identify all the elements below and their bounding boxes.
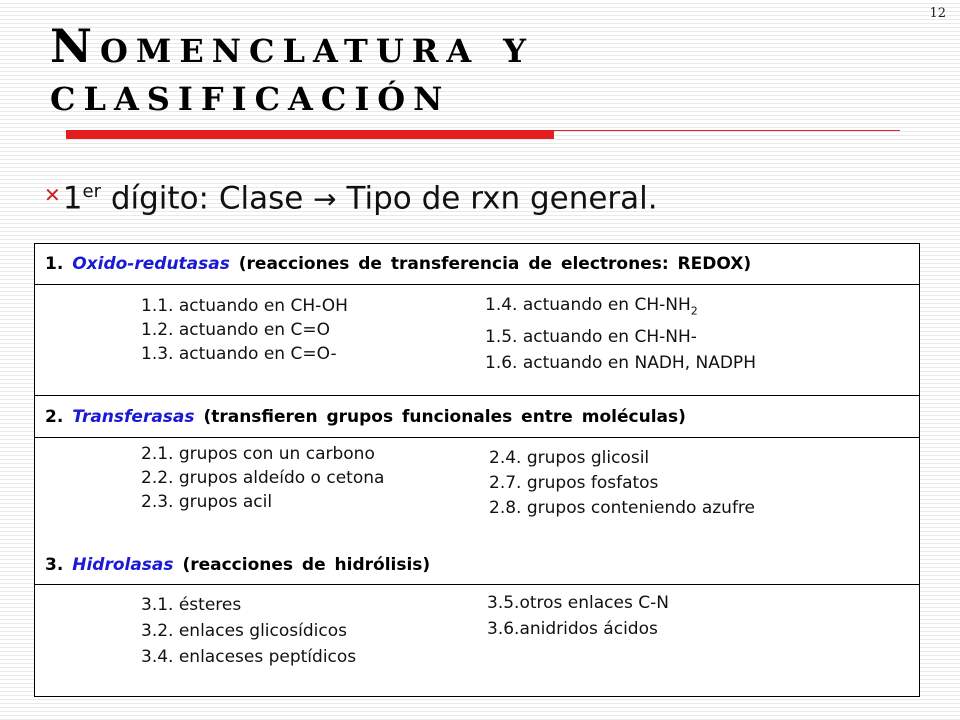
section-2-right-list: [483, 446, 761, 521]
list-item: 3.1. ésteres: [141, 595, 242, 615]
section-1-left-list: [135, 294, 354, 366]
section-3-left-list: [135, 592, 362, 670]
x-bullet-icon: ✕: [44, 183, 61, 208]
list-item: 3.5.otros enlaces C-N: [487, 593, 669, 613]
section-1-right-list: [479, 292, 762, 376]
subscript: 2: [690, 304, 698, 318]
enzyme-classification-table: [34, 243, 920, 697]
section-number: 2.: [45, 407, 64, 427]
slide-title: [50, 19, 910, 121]
section-description: (reacciones de hidrólisis): [182, 555, 431, 575]
section-header-oxidoreductases: [35, 244, 919, 285]
list-item: 3.2. enlaces glicosídicos: [141, 621, 347, 641]
section-divider: [35, 395, 919, 396]
title-line-1: Nomenclatura y: [50, 19, 535, 73]
enzyme-class-name: Oxido-redutasas: [72, 254, 230, 274]
list-item: 2.3. grupos acil: [141, 492, 273, 512]
bullet-digit: 1: [62, 180, 83, 217]
section-header-hydrolases: [35, 546, 919, 585]
list-item: 1.1. actuando en CH-OH: [141, 296, 348, 316]
bullet-superscript: er: [82, 181, 101, 202]
enzyme-class-name: Hidrolasas: [72, 555, 174, 575]
list-item: 2.8. grupos conteniendo azufre: [489, 498, 755, 518]
section-2-left-list: [135, 442, 390, 514]
list-item: 1.6. actuando en NADH, NADPH: [485, 353, 756, 374]
list-item: [485, 292, 756, 324]
title-underline: [66, 130, 900, 139]
list-item: 2.1. grupos con un carbono: [141, 444, 375, 464]
enzyme-class-name: Transferasas: [72, 407, 195, 427]
list-item-text: 1.4. actuando en CH-NH: [485, 295, 691, 315]
section-number: 3.: [45, 555, 64, 575]
section-3-right-list: [481, 590, 675, 642]
page-number: 12: [929, 6, 946, 21]
title-line-2: clasificación: [50, 67, 451, 121]
bullet-line: [44, 172, 658, 219]
list-item: 2.2. grupos aldeído o cetona: [141, 468, 385, 488]
section-number: 1.: [45, 254, 64, 274]
list-item: 3.6.anidridos ácidos: [487, 619, 658, 639]
list-item: 2.4. grupos glicosil: [489, 448, 650, 468]
section-header-transferases: [35, 397, 919, 438]
arrow-icon: →: [313, 182, 337, 216]
list-item: 3.4. enlaceses peptídicos: [141, 647, 357, 667]
title-underline-thick: [66, 130, 554, 139]
section-description: (transfieren grupos funcionales entre moléculas): [203, 407, 686, 427]
section-description: (reacciones de transferencia de electrones: REDOX): [238, 254, 752, 274]
list-item: 1.3. actuando en C=O-: [141, 344, 337, 364]
bullet-rest: Tipo de rxn general.: [336, 180, 658, 217]
list-item: 1.2. actuando en C=O: [141, 320, 330, 340]
list-item: 2.7. grupos fosfatos: [489, 473, 659, 493]
title-underline-thin: [554, 130, 900, 131]
bullet-text: dígito: Clase: [100, 180, 314, 217]
list-item: 1.5. actuando en CH-NH-: [485, 327, 697, 348]
